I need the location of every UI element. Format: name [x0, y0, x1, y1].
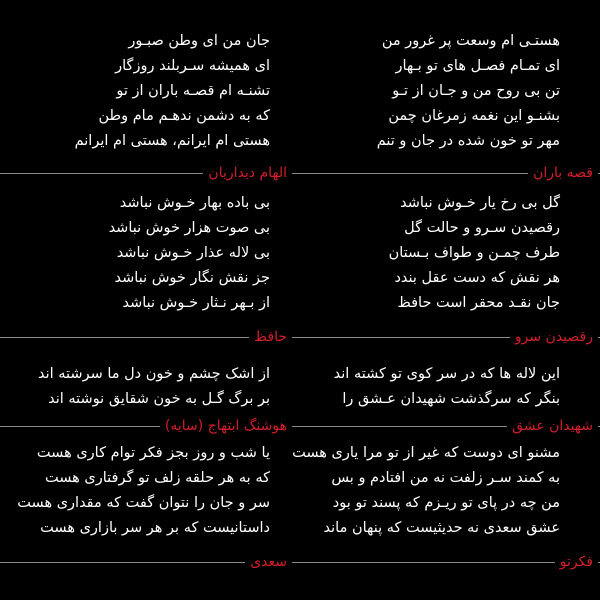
poet-name: الهام دیداریان — [203, 163, 292, 183]
poem-line: که به دشمن ندهـم مام وطن — [98, 108, 270, 124]
poem-line: هستـی ام وسعت پر غرور من — [381, 33, 560, 49]
poem-shahidan-eshgh — [320, 362, 560, 412]
poem-line: مشنو ای دوست که غیر از تو مرا یاری هست — [292, 445, 560, 461]
poem-fekr-to-second-halves — [17, 441, 270, 541]
poem-line: به کمند سـر زلفت نه من افتادم و بس — [331, 470, 560, 486]
poem-line: از بـهر نـثار خـوش نباشد — [122, 295, 270, 311]
poem-line: از اشک چشم و خون دل ما سرشته اند — [37, 366, 270, 382]
poem-line: ای تمـام فصـل های تو بـهار — [395, 58, 560, 74]
poem-title: شهیدان عشق — [507, 416, 598, 436]
poem-line: جز نقش نگار خوش نباشد — [114, 270, 270, 286]
poem-hafez — [30, 191, 270, 316]
poet-name: سعدی — [245, 552, 292, 572]
poem-qesse-baran — [320, 29, 560, 154]
poem-houshang-ebtehaj — [30, 362, 270, 412]
poem-line: این لاله ها که در سر کوی تو کشته اند — [333, 366, 560, 382]
poem-title: فکرتو — [555, 552, 598, 572]
poem-line: ای همیشه سـربلند روزگار — [115, 58, 270, 74]
poem-line: جان من ای وطن صبـور — [128, 33, 270, 49]
poem-line: یا شب و روز بجز فکر توام کاری هست — [36, 445, 270, 461]
poem-raqsidan-sarv — [320, 191, 560, 316]
poem-elham-didarian — [30, 29, 270, 154]
poem-line: بر برگ گـل به خون شقایق نوشته اند — [48, 391, 270, 407]
poem-line: که به هر حلقه زلف تو گرفتاری هست — [44, 470, 270, 486]
divider-line — [0, 562, 600, 563]
poem-fekr-to — [292, 441, 560, 541]
poem-line: بنگر که سرگذشت شهیدان عـشق را — [342, 391, 560, 407]
section-divider — [0, 163, 600, 183]
poem-line: بی لاله عذار خـوش نباشد — [116, 245, 270, 261]
section-divider — [0, 552, 600, 572]
section-divider — [0, 327, 600, 347]
poem-line: گل بی رخ یار خـوش نباشد — [400, 195, 560, 211]
poem-line: من چه در پای تو ریـزم که پسند تو بود — [332, 495, 560, 511]
poem-line: مهر تو خون شده در جان و تنم — [376, 133, 560, 149]
divider-line — [0, 173, 600, 174]
poem-line: عشق سعدی نه حدیثیست که پنهان ماند — [323, 520, 560, 536]
section-divider — [0, 416, 600, 436]
poem-line: تن بی روح من و جـان از تـو — [392, 83, 560, 99]
poem-line: هر نقش که دست عقل بندد — [394, 270, 560, 286]
poem-title: رقصیدن سرو — [510, 327, 598, 347]
poem-line: تشنـه ام قصـه باران از تو — [116, 83, 270, 99]
poem-line: بی باده بهار خـوش نباشد — [119, 195, 270, 211]
poem-line: بی صوت هزار خوش نباشد — [108, 220, 270, 236]
poem-line: جان نقـد محقر است حافظ — [397, 295, 560, 311]
poem-line: رقصیدن سـرو و حالت گل — [404, 220, 560, 236]
poet-name: حافظ — [249, 327, 292, 347]
poem-line: سر و جان را نتوان گفت که مقداری هست — [17, 495, 270, 511]
poem-line: داستانیست که بر هر سر بازاری هست — [40, 520, 270, 536]
poem-title: قصه باران — [528, 163, 598, 183]
poem-line: طرف چمـن و طواف بـستان — [388, 245, 560, 261]
poet-name: هوشنگ ابتهاج (سایه) — [160, 416, 292, 436]
poem-line: هستی ام ایرانم، هستی ام ایرانم — [74, 133, 270, 149]
poem-line: بشنـو این نغمه زمرغان چمن — [388, 108, 560, 124]
